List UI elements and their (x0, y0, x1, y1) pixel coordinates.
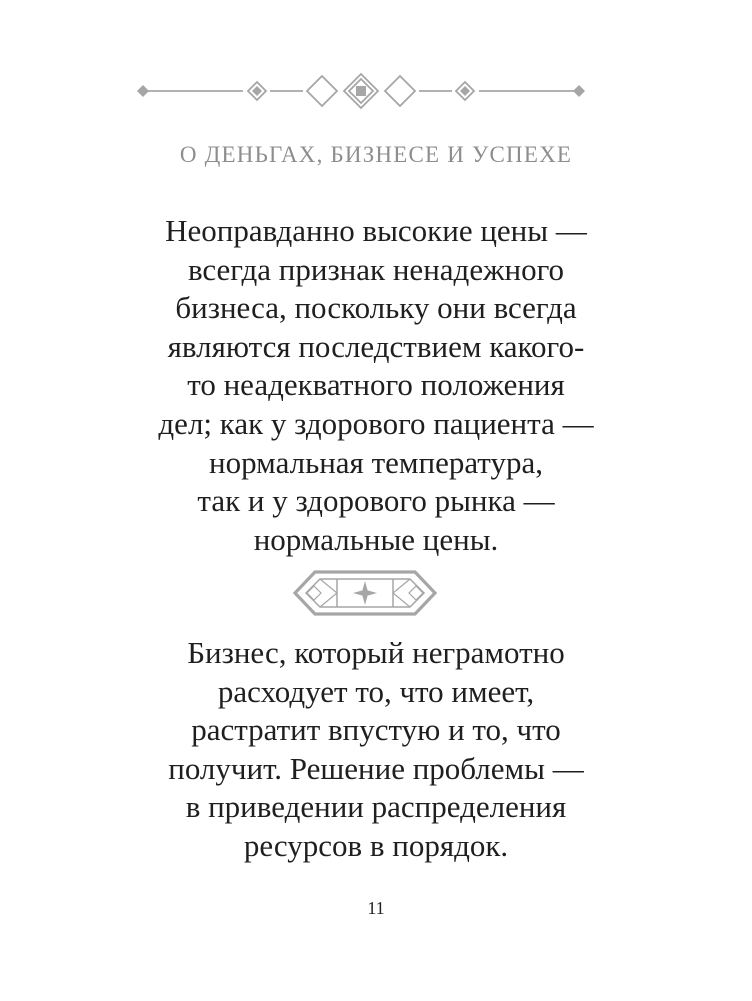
quote-line: растратит впустую и то, что (191, 712, 561, 748)
quote-block (0, 634, 752, 866)
page-number: 11 (367, 898, 385, 918)
quote-line: в приведении распределения (185, 789, 567, 825)
quote-line: дел; как у здорового пациента — (158, 405, 594, 441)
quote-line: бизнеса, поскольку они всегда (175, 290, 577, 326)
quote-block (0, 212, 752, 559)
quote-line: получит. Решение проблемы — (168, 750, 584, 786)
quote-line: всегда признак ненадежного (187, 251, 565, 287)
separator-star-ornament-icon (291, 568, 439, 618)
quote-line: Неоправданно высокие цены — (165, 213, 587, 248)
quote-line: так и у здорового рынка — (197, 483, 555, 519)
quote-line: нормальная температура, (209, 444, 543, 480)
top-diamond-ornament-icon (135, 70, 587, 112)
running-head: О ДЕНЬГАХ, БИЗНЕСЕ И УСПЕХЕ (179, 142, 573, 167)
quote-line: являются последствием какого- (167, 328, 585, 364)
quote-line: нормальные цены. (253, 521, 499, 557)
quote-line: то неадекватного положения (187, 367, 565, 403)
quote-line: Бизнес, который неграмотно (187, 635, 565, 670)
quote-line: ресурсов в порядок. (243, 827, 509, 863)
quote-line: расходует то, что имеет, (217, 673, 535, 709)
